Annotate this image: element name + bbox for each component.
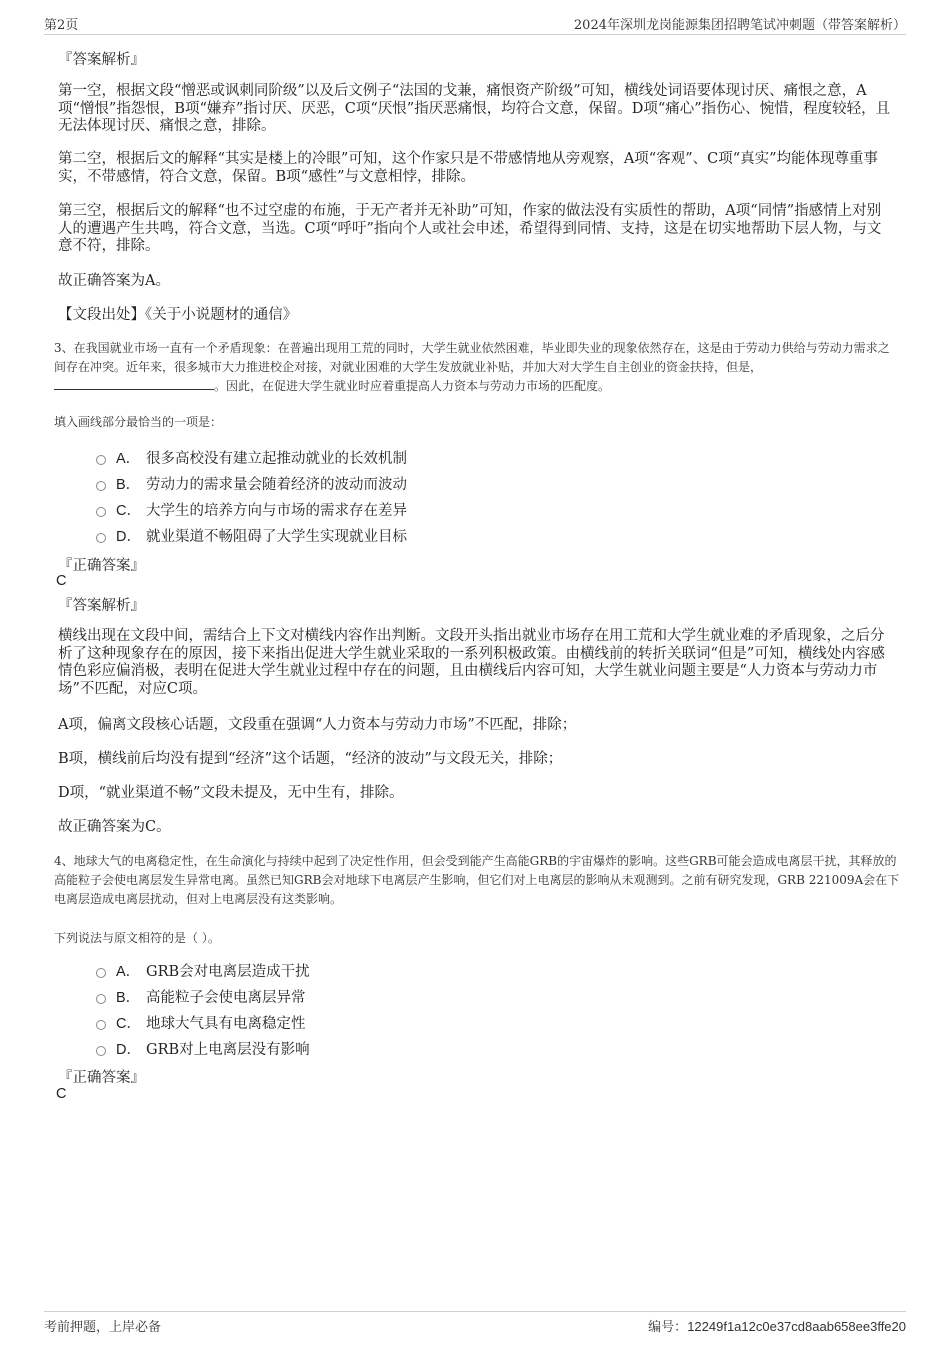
- analysis-heading: 『答案解析』: [58, 52, 145, 68]
- radio-icon[interactable]: [96, 968, 106, 978]
- radio-icon[interactable]: [96, 533, 106, 543]
- radio-icon[interactable]: [96, 1046, 106, 1056]
- document-code: 编号：12249f1a12c0e37cd8aab658ee3ffe20: [648, 1319, 906, 1335]
- question-3-stem: 3、在我国就业市场一直有一个矛盾现象：在普遍出现用工荒的同时，大学生就业依然困难，毕业即失业的现象依然存在，这是由于劳动力供给与劳动力需求之间存在冲突。近年来，很多城市大力推进校企对接，对就业困难的大学生发放就业补贴，并加大对大学生自主创业的资金扶持，但是，。因此，在促进大学生就业时应着重提高人力资本与劳动力市场的匹配度。: [54, 341, 890, 393]
- question-3-options: [96, 444, 407, 548]
- analysis-paragraph: 第二空，根据后文的解释“其实是楼上的冷眼”可知，这个作家只是不带感情地从旁观察，A项“客观”、C项“真实”均能体现尊重事实，不带感情，符合文意，保留。B项“感性”与文意相悖，排除。: [58, 151, 879, 185]
- correct-answer: C: [56, 1086, 67, 1102]
- radio-icon[interactable]: [96, 455, 106, 465]
- page-header: [44, 14, 906, 35]
- radio-icon[interactable]: [96, 481, 106, 491]
- answer-conclusion: 故正确答案为A。: [58, 273, 170, 289]
- footer-slogan: 考前押题，上岸必备: [44, 1320, 162, 1335]
- option-d[interactable]: D． 就业渠道不畅阻碍了大学生实现就业目标: [96, 522, 407, 548]
- option-d[interactable]: D． GRB对上电离层没有影响: [96, 1035, 310, 1061]
- analysis-paragraph: A项，偏离文段核心话题，文段重在强调“人力资本与劳动力市场”不匹配，排除；: [58, 717, 577, 733]
- radio-icon[interactable]: [96, 1020, 106, 1030]
- analysis-heading: 『答案解析』: [58, 598, 145, 614]
- option-c[interactable]: C． 大学生的培养方向与市场的需求存在差异: [96, 496, 407, 522]
- analysis-paragraph: 第一空，根据文段“憎恶或讽刺同阶级”以及后文例子“法国的戈兼，痛恨资产阶级”可知，横线处词语要体现讨厌、痛恨之意，A项“憎恨”指怨恨，B项“嫌弃”指讨厌、厌恶，C项“厌恨”指厌恶痛恨，均符合文意，保留。D项“痛心”指伤心、惋惜，程度较轻，且无法体现讨厌、痛恨之意，排除。: [58, 83, 891, 134]
- option-a[interactable]: A． GRB会对电离层造成干扰: [96, 957, 310, 983]
- option-a[interactable]: A． 很多高校没有建立起推动就业的长效机制: [96, 444, 407, 470]
- question-4-prompt: 下列说法与原文相符的是（ ）。: [54, 931, 220, 945]
- page-number: 第2页: [44, 18, 79, 33]
- fill-blank: [54, 377, 214, 390]
- radio-icon[interactable]: [96, 507, 106, 517]
- analysis-paragraph: 第三空，根据后文的解释“也不过空虚的布施，于无产者并无补助”可知，作家的做法没有实质性的帮助，A项“同情”指感情上对别人的遭遇产生共鸣，符合文意，当选。C项“呼吁”指向个人或社会申述，希望得到同情、支持，这是在切实地帮助下层人物，与文意不符，排除。: [58, 203, 882, 254]
- answer-conclusion: 故正确答案为C。: [58, 819, 171, 835]
- correct-answer-heading: 『正确答案』: [58, 1070, 145, 1086]
- analysis-paragraph: D项，“就业渠道不畅”文段未提及，无中生有，排除。: [58, 785, 404, 801]
- passage-source: 【文段出处】《关于小说题材的通信》: [58, 307, 298, 323]
- radio-icon[interactable]: [96, 994, 106, 1004]
- question-4-options: [96, 957, 310, 1061]
- analysis-paragraph: 横线出现在文段中间，需结合上下文对横线内容作出判断。文段开头指出就业市场存在用工荒和大学生就业难的矛盾现象，之后分析了这种现象存在的原因，接下来指出促进大学生就业采取的一系列积极政策。由横线前的转折关联词“但是”可知，横线处内容感情色彩应偏消极，表明在促进大学生就业过程中存在的问题，且由横线后内容可知，大学生就业问题主要是“人力资本与劳动力市场”不匹配，对应C项。: [58, 628, 885, 697]
- option-b[interactable]: B． 高能粒子会使电离层异常: [96, 983, 310, 1009]
- correct-answer-heading: 『正确答案』: [58, 558, 145, 574]
- document-title: 2024年深圳龙岗能源集团招聘笔试冲刺题（带答案解析）: [573, 18, 906, 33]
- correct-answer: C: [56, 573, 67, 589]
- option-b[interactable]: B． 劳动力的需求量会随着经济的波动而波动: [96, 470, 407, 496]
- analysis-paragraph: B项，横线前后均没有提到“经济”这个话题，“经济的波动”与文段无关，排除；: [58, 751, 563, 767]
- option-c[interactable]: C． 地球大气具有电离稳定性: [96, 1009, 310, 1035]
- question-4-stem: 4、地球大气的电离稳定性，在生命演化与持续中起到了决定性作用，但会受到能产生高能GRB的宇宙爆炸的影响。这些GRB可能会造成电离层干扰，其释放的高能粒子会使电离层发生异常电离。虽然已知GRB会对地球下电离层产生影响，但它们对上电离层的影响从未观测到。之前有研究发现，GRB 221009A会在下电离层造成电离层扰动，但对上电离层没有这类影响。: [54, 854, 900, 906]
- question-3-prompt: 填入画线部分最恰当的一项是：: [54, 415, 223, 429]
- page-footer: [44, 1311, 906, 1336]
